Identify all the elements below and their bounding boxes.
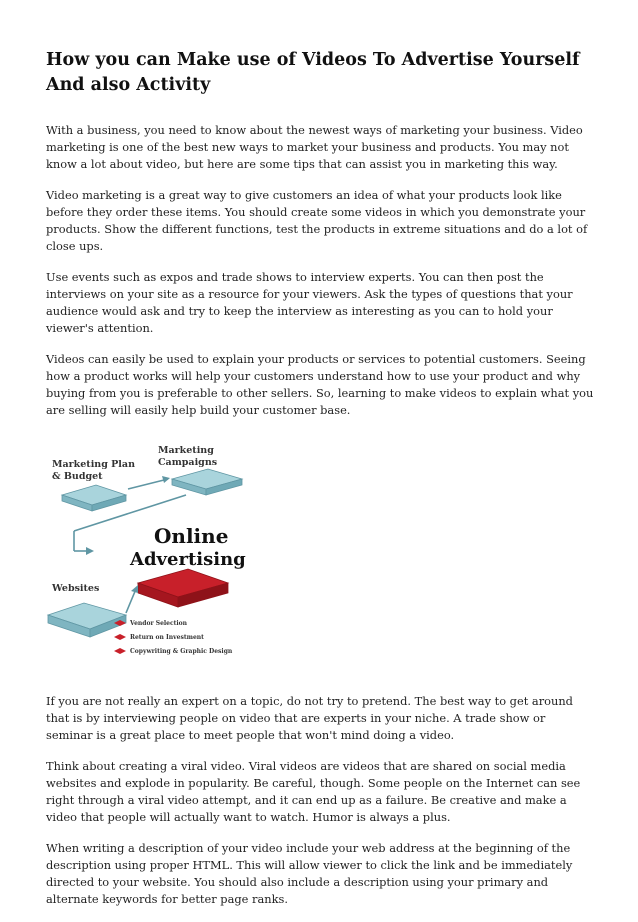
bullet-label: Vendor Selection: [130, 620, 188, 627]
paragraph: When writing a description of your video include your web address at the beginning of the description using proper HTML. This will allow viewer to click the link and be immediately directed to your website. You should also include a description using your primary and alternate keywords for better page ranks.: [46, 841, 573, 906]
paragraph: Think about creating a viral video. Viral videos are videos that are shared on social media websites and explode in popularity. Be careful, though. Some people on the Internet can see right through a viral video attempt, and it can end up as a failure. Be creative and make a video that people will actually want to watch. Humor is always a plus.: [46, 759, 581, 824]
websites-box: [48, 603, 126, 637]
page-title: How you can Make use of Videos To Advertise Yourself And also Activity: [46, 50, 580, 95]
bullet-label: Return on Investment: [130, 634, 204, 641]
paragraph: If you are not really an expert on a topic, do not try to pretend. The best way to get around that is by interviewing people on video that are experts in your niche. A trade show or seminar is a great place to meet people that won't mind doing a video.: [46, 694, 573, 742]
paragraph: Videos can easily be used to explain your products or services to potential customers. Seeing how a product works will help your customers understand how to use your product and why buying from you is preferable to other sellers. So, learning to make videos to explain what you are selling will easily help build your customer base.: [46, 352, 594, 417]
label-marketing-plan-line1: Marketing Plan: [52, 459, 135, 470]
label-marketing-plan-line2: & Budget: [52, 471, 103, 482]
arrow-websites-to-advertising: [126, 585, 138, 613]
bullet-return-on-investment: [114, 634, 204, 641]
bullet-copywriting: [114, 648, 233, 655]
bullet-label: Copywriting & Graphic Design: [130, 648, 233, 655]
label-websites: Websites: [52, 583, 100, 594]
paragraph: With a business, you need to know about the newest ways of marketing your business. Video marketing is one of the best new ways to market your business and products. You may not know a lot about video, but here are some tips that can assist you in marketing this way.: [46, 123, 583, 171]
label-advertising: Advertising: [130, 549, 246, 570]
online-advertising-box: [138, 569, 228, 607]
marketing-plan-box: [62, 485, 126, 511]
label-online: Online: [154, 524, 229, 548]
label-campaigns-line2: Campaigns: [158, 457, 218, 468]
paragraph: Use events such as expos and trade shows to interview experts. You can then post the interviews on your site as a resource for your viewers. Ask the types of questions that your audience would ask and try to keep the interview as interesting as you can to hold your viewer's attention.: [46, 270, 573, 335]
paragraph: Video marketing is a great way to give customers an idea of what your products look like before they order these items. You should create some videos in which you demonstrate your products. Show the different functions, test the products in extreme situations and do a lot of close ups.: [46, 188, 588, 253]
diagram-svg: [46, 439, 258, 671]
label-campaigns-line1: Marketing: [158, 445, 214, 456]
article: [46, 48, 594, 922]
campaigns-box: [172, 469, 242, 495]
arrow-plan-to-campaigns: [128, 476, 170, 489]
online-advertising-diagram: [46, 439, 258, 671]
